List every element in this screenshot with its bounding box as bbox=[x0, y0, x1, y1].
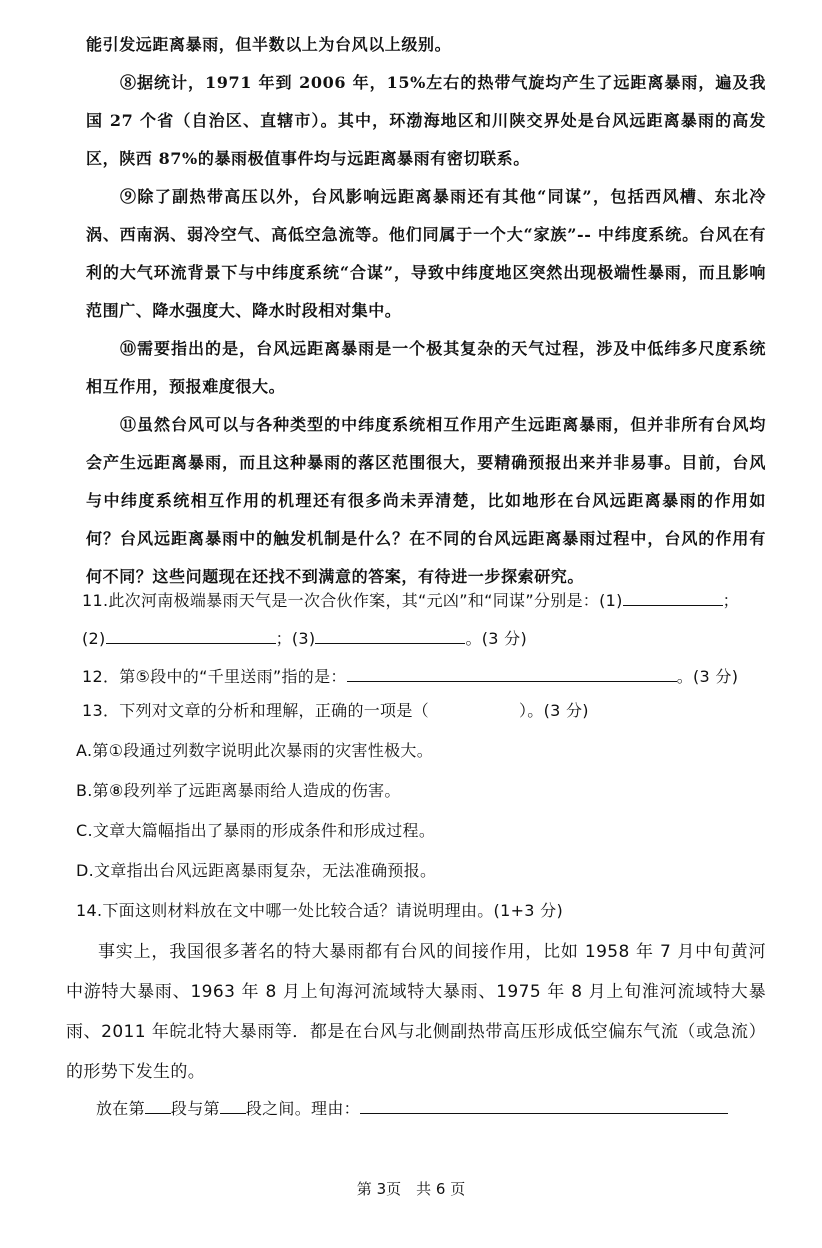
answer-blank-14-1[interactable] bbox=[145, 1095, 171, 1114]
question-12-text: 12．第⑤段中的“千里送雨”指的是： bbox=[82, 667, 347, 686]
option-a: A.第①段通过列数字说明此次暴雨的灾害性极大。 bbox=[76, 741, 433, 760]
question-11 bbox=[82, 582, 772, 620]
answer-blank-12[interactable] bbox=[347, 663, 677, 682]
paragraph-9: ⑨除了副热带高压以外，台风影响远距离暴雨还有其他“同谋”，包括西风槽、东北冷涡、西南涡、弱冷空气、高低空急流等。他们同属于一个大“家族”-- 中纬度系统。台风在有利的大气环流背景下与中纬度系统“合谋”，导致中纬度地区突然出现极端性暴雨，而且影响范围广、降水强度大、降水时段相对集中。 bbox=[86, 187, 766, 320]
answer-blank-14-reason[interactable] bbox=[360, 1095, 728, 1114]
question-11-label-3: ；(3) bbox=[275, 629, 316, 648]
question-12 bbox=[82, 658, 772, 696]
question-13-score: ）。(3 分) bbox=[518, 701, 589, 720]
answer-blank-14-2[interactable] bbox=[220, 1095, 246, 1114]
question-11-line-2 bbox=[82, 620, 772, 658]
option-b: B.第⑧段列举了远距离暴雨给人造成的伤害。 bbox=[76, 781, 401, 800]
answer-label-a: 放在第 bbox=[96, 1099, 145, 1118]
question-14: 14.下面这则材料放在文中哪一处比较合适？请说明理由。(1+3 分) bbox=[76, 901, 563, 920]
answer-blank-11-3[interactable] bbox=[315, 625, 465, 644]
paragraph-10: ⑩需要指出的是，台风远距离暴雨是一个极其复杂的天气过程，涉及中低纬多尺度系统相互作用，预报难度很大。 bbox=[86, 339, 766, 396]
paragraph-11: ⑪虽然台风可以与各种类型的中纬度系统相互作用产生远距离暴雨，但并非所有台风均会产生远距离暴雨，而且这种暴雨的落区范围很大，要精确预报出来并非易事。目前，台风与中纬度系统相互作用的机理还有很多尚未弄清楚，比如地形在台风远距离暴雨的作用如何？台风远距离暴雨中的触发机制是什么？在不同的台风远距离暴雨过程中，台风的作用有何不同？这些问题现在还找不到满意的答案，有待进一步探索研究。 bbox=[86, 415, 766, 586]
answer-label-b: 段与第 bbox=[170, 1099, 220, 1118]
answer-blank-11-1[interactable] bbox=[623, 587, 723, 606]
paragraph-8: ⑧据统计，1971 年到 2006 年，15%左右的热带气旋均产生了远距离暴雨，遍及我国 27 个省（自治区、直辖市）。其中，环渤海地区和川陕交界处是台风远距离暴雨的高发区，陕西 87%的暴雨极值事件均与远距离暴雨有密切联系。 bbox=[86, 73, 766, 168]
page-footer: 第 3页 共 6 页 bbox=[356, 1180, 466, 1198]
question-14-answer-line bbox=[96, 1090, 776, 1128]
answer-blank-11-2[interactable] bbox=[106, 625, 276, 644]
question-11-label-2: (2) bbox=[82, 629, 106, 648]
option-c: C.文章大篇幅指出了暴雨的形成条件和形成过程。 bbox=[76, 821, 436, 840]
option-d: D.文章指出台风远距离暴雨复杂，无法准确预报。 bbox=[76, 861, 437, 880]
question-13-text: 13．下列对文章的分析和理解，正确的一项是（ bbox=[82, 701, 429, 720]
question-12-score: 。(3 分) bbox=[676, 667, 739, 686]
question-13 bbox=[82, 692, 772, 730]
question-14-material: 事实上，我国很多著名的特大暴雨都有台风的间接作用，比如 1958 年 7 月中旬黄河中游特大暴雨、1963 年 8 月上旬海河流域特大暴雨、1975 年 8 月上旬淮河流域特大暴雨、2011 年皖北特大暴雨等．都是在台风与北侧副热带高压形成低空偏东气流（或急流）的形势下发生的。 bbox=[66, 942, 766, 1082]
question-11-text: 11.此次河南极端暴雨天气是一次合伙作案，其“元凶”和“同谋”分别是：(1) bbox=[82, 591, 623, 610]
answer-label-c: 段之间。理由： bbox=[245, 1099, 360, 1118]
paragraph-7-tail: 能引发远距离暴雨，但半数以上为台风以上级别。 bbox=[86, 35, 452, 54]
question-11-score: 。(3 分) bbox=[465, 629, 528, 648]
question-11-separator: ； bbox=[722, 591, 739, 610]
